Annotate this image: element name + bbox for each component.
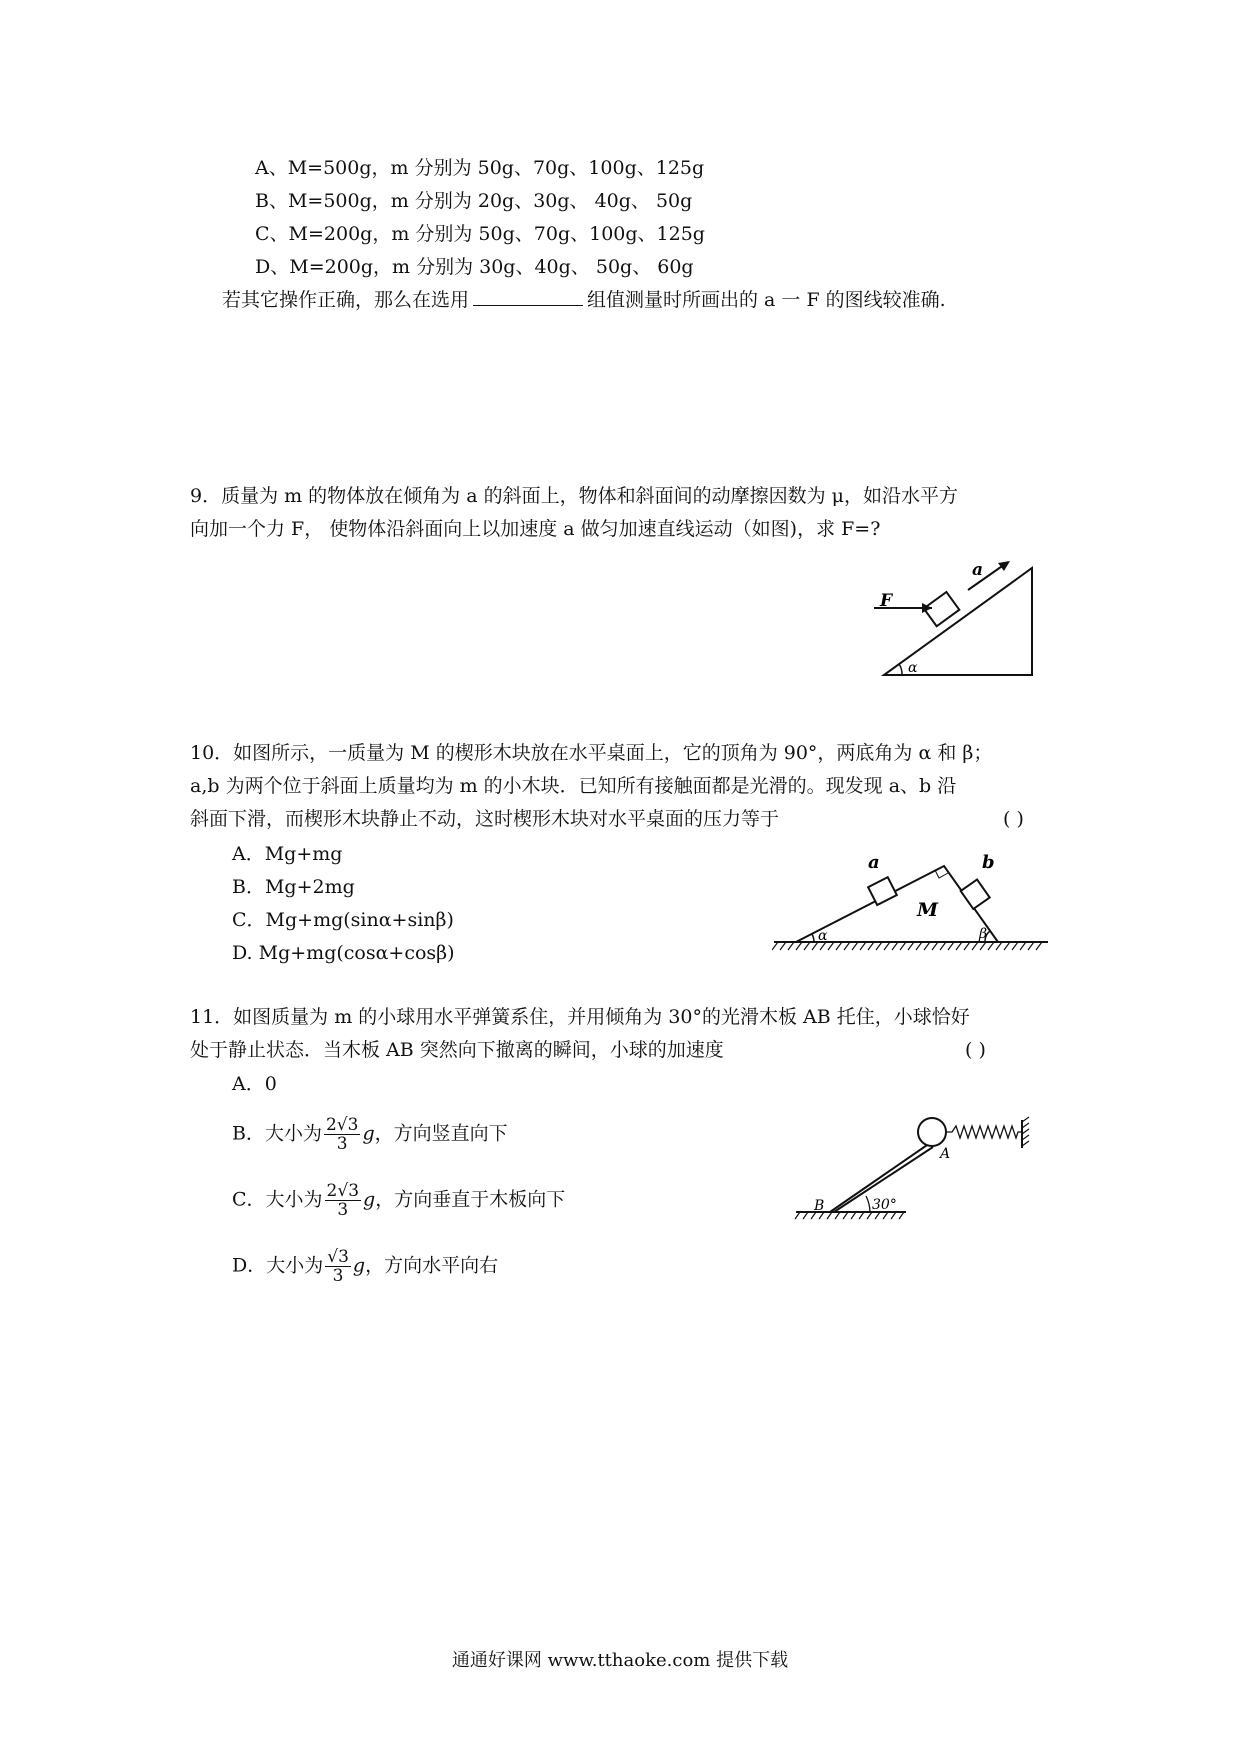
ground-hatch [924, 942, 930, 950]
q8-stem [222, 287, 946, 313]
ground-hatch [972, 942, 978, 950]
ground-hatch [868, 942, 874, 950]
ground-hatch [940, 942, 946, 950]
ground-hatch [932, 942, 938, 950]
angle-alpha-label: α [908, 660, 918, 676]
q11-option-b-suffix: ，方向竖直向下 [374, 1122, 508, 1145]
ground-hatch [828, 942, 834, 950]
q8-stem-before: 若其它操作正确，那么在选用 [222, 289, 470, 311]
q11-option-c [232, 1182, 565, 1219]
gravity-symbol: g [363, 1188, 376, 1211]
angle-alpha-label: α [818, 928, 828, 944]
fraction-numerator: √3 [327, 1247, 349, 1267]
q10-option-a: A．Mg+mg [232, 843, 343, 865]
ground-hatch [956, 942, 962, 950]
q10-option-d: D. Mg+mg(cosα+cosβ) [232, 942, 455, 964]
ground-hatch [803, 1212, 808, 1219]
ground-hatch [843, 1212, 848, 1219]
q10-line-2: a,b 为两个位于斜面上质量均为 m 的小木块．已知所有接触面都是光滑的。现发现 a、b 沿 [190, 775, 957, 797]
q8-stem-after: 组值测量时所画出的 a 一 F 的图线较准确. [587, 289, 946, 311]
ground-hatch [827, 1212, 832, 1219]
fraction-denominator: 3 [336, 1134, 348, 1154]
ground-hatch [964, 942, 970, 950]
ground-hatch [1028, 942, 1034, 950]
ground-hatch [844, 942, 850, 950]
q8-option-a: A、M=500g，m 分别为 50g、70g、100g、125g [255, 157, 705, 179]
q9-incline-figure [860, 558, 1040, 680]
ground-hatch [1012, 942, 1018, 950]
q9-line-1: 9．质量为 m 的物体放在倾角为 a 的斜面上，物体和斜面间的动摩擦因数为 μ，如沿水平方 [190, 485, 958, 507]
angle-30-label: 30° [872, 1197, 897, 1213]
acceleration-label: a [972, 560, 984, 580]
ground-hatch [900, 942, 906, 950]
q10-line-3: 斜面下滑，而楔形木块静止不动，这时楔形木块对水平桌面的压力等于 [190, 808, 780, 830]
ground-hatch [948, 942, 954, 950]
q8-option-b: B、M=500g，m 分别为 20g、30g、 40g、 50g [255, 190, 693, 212]
ground-hatch [1004, 942, 1010, 950]
q11-option-d-prefix: D．大小为 [232, 1254, 324, 1277]
answer-blank [473, 287, 583, 306]
q11-option-b-prefix: B．大小为 [232, 1122, 322, 1145]
ground-hatch [788, 942, 794, 950]
point-b-label: B [814, 1198, 825, 1214]
wall-hatch [1022, 1135, 1029, 1140]
wedge-mass-label: M [917, 899, 939, 921]
ground-hatch [892, 942, 898, 950]
q11-option-d-suffix: ，方向水平向右 [365, 1254, 499, 1277]
gravity-symbol: g [362, 1122, 375, 1145]
point-a-label: A [940, 1146, 951, 1162]
q8-option-d: D、M=200g，m 分别为 30g、40g、 50g、 60g [255, 256, 694, 278]
q10-option-c: C．Mg+mg(sinα+sinβ) [232, 909, 454, 931]
ground-hatch [860, 942, 866, 950]
q11-answer-paren: ( ) [965, 1039, 986, 1061]
q10-line-1: 10．如图所示，一质量为 M 的楔形木块放在水平桌面上，它的顶角为 90°，两底角为 α 和 β； [190, 742, 993, 764]
q11-line-2: 处于静止状态．当木板 AB 突然向下撤离的瞬间，小球的加速度 [190, 1039, 724, 1061]
ground-hatch [867, 1212, 872, 1219]
ground-hatch [876, 942, 882, 950]
block-a-label: a [868, 852, 880, 873]
ground-hatch [899, 1212, 904, 1219]
wall-hatch [1022, 1123, 1029, 1128]
fraction-numerator: 2√3 [326, 1181, 360, 1201]
q11-option-c-suffix: ，方向垂直于木板向下 [375, 1188, 566, 1211]
footer-source: 通通好课网 www.tthaoke.com 提供下载 [451, 1650, 789, 1671]
ground-hatch [796, 942, 802, 950]
ground-hatch [908, 942, 914, 950]
ground-hatch [804, 942, 810, 950]
ground-hatch [980, 942, 986, 950]
ground-hatch [795, 1212, 800, 1219]
q10-wedge-figure [772, 846, 1050, 964]
wall-hatch [1022, 1117, 1029, 1122]
q11-spring-ball-figure [790, 1116, 1040, 1222]
wall-hatch [1022, 1141, 1029, 1146]
ground-hatch [996, 942, 1002, 950]
ground-hatch [1036, 942, 1042, 950]
q10-answer-paren: ( ) [1003, 808, 1024, 830]
ground-hatch [835, 1212, 840, 1219]
ground-hatch [875, 1212, 880, 1219]
fraction-2sqrt3-over-3 [324, 1116, 360, 1153]
wall-hatch [1022, 1129, 1029, 1134]
q11-option-b [232, 1116, 508, 1153]
fraction-denominator: 3 [337, 1200, 349, 1220]
q9-line-2: 向加一个力 F， 使物体沿斜面向上以加速度 a 做匀加速直线运动（如图)，求 F=? [190, 518, 881, 540]
fraction-numerator: 2√3 [325, 1115, 359, 1135]
block-b-label: b [982, 852, 995, 873]
ground-hatch [891, 1212, 896, 1219]
ground-hatch [916, 942, 922, 950]
gravity-symbol: g [352, 1254, 366, 1277]
ground-hatch [988, 942, 994, 950]
q11-line-1: 11．如图质量为 m 的小球用水平弹簧系住，并用倾角为 30°的光滑木板 AB 托住，小球恰好 [190, 1006, 970, 1028]
spring [946, 1126, 1022, 1138]
ground-hatch [852, 942, 858, 950]
angle-beta-label: β [979, 926, 988, 942]
q11-option-d [232, 1248, 498, 1285]
fraction-denominator: 3 [332, 1266, 344, 1286]
fraction-sqrt3-over-3 [325, 1248, 351, 1285]
force-label: F [880, 591, 893, 611]
q8-option-c: C、M=200g，m 分别为 50g、70g、100g、125g [255, 223, 705, 245]
ground-hatch [772, 942, 778, 950]
fraction-2sqrt3-over-3 [325, 1182, 361, 1219]
ground-hatch [1020, 942, 1026, 950]
ground-hatch [836, 942, 842, 950]
q11-option-a: A．0 [232, 1073, 277, 1095]
ground-hatch [883, 1212, 888, 1219]
ground-hatch [859, 1212, 864, 1219]
ground-hatch [780, 942, 786, 950]
ground-hatch [851, 1212, 856, 1219]
ground-hatch [884, 942, 890, 950]
q11-option-c-prefix: C．大小为 [232, 1188, 323, 1211]
q10-option-b: B．Mg+2mg [232, 876, 355, 898]
